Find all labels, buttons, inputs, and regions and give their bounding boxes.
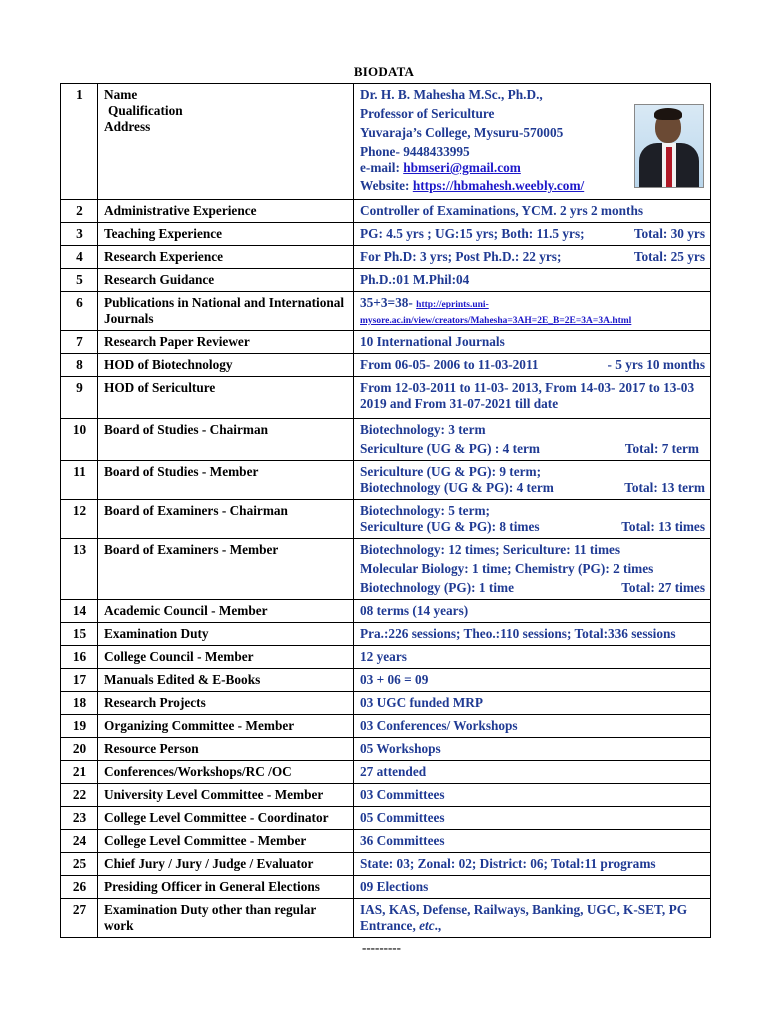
row-label: Examination Duty	[98, 623, 354, 646]
value-line: Biotechnology: 3 term	[360, 422, 486, 437]
designation: Professor of Sericulture	[360, 106, 495, 121]
row-number: 17	[61, 669, 98, 692]
row-number: 5	[61, 269, 98, 292]
row-value	[354, 539, 711, 600]
row-value	[354, 246, 711, 269]
row-number: 20	[61, 738, 98, 761]
table-row	[61, 784, 711, 807]
value-left: Sericulture (UG & PG) : 4 term	[360, 441, 540, 456]
table-row	[61, 354, 711, 377]
table-row	[61, 738, 711, 761]
row-value: Controller of Examinations, YCM. 2 yrs 2 months	[354, 200, 711, 223]
row-value: 10 International Journals	[354, 331, 711, 354]
row-label	[98, 84, 354, 200]
row-number: 15	[61, 623, 98, 646]
row-label: Organizing Committee - Member	[98, 715, 354, 738]
table-row	[61, 600, 711, 623]
row-value: 12 years	[354, 646, 711, 669]
row-number: 6	[61, 292, 98, 331]
row-label: College Council - Member	[98, 646, 354, 669]
table-row	[61, 692, 711, 715]
email-label: e-mail:	[360, 160, 404, 175]
value-line: Sericulture (UG & PG): 9 term;	[360, 464, 542, 479]
table-row	[61, 331, 711, 354]
value-left: From 06-05- 2006 to 11-03-2011	[360, 357, 539, 372]
biodata-table	[60, 83, 711, 938]
row-number: 19	[61, 715, 98, 738]
row-value: 03 Committees	[354, 784, 711, 807]
value-prefix: 35+3=38-	[360, 295, 417, 310]
table-row	[61, 899, 711, 938]
person-name: Dr. H. B. Mahesha M.Sc., Ph.D.,	[360, 87, 543, 102]
row-label: Research Paper Reviewer	[98, 331, 354, 354]
row-number: 24	[61, 830, 98, 853]
row-value: State: 03; Zonal: 02; District: 06; Total:11 programs	[354, 853, 711, 876]
row-label: Conferences/Workshops/RC /OC	[98, 761, 354, 784]
table-row	[61, 623, 711, 646]
value-total: Total: 30 yrs	[633, 226, 705, 241]
value-line: Biotechnology: 5 term;	[360, 503, 490, 518]
row-label: Research Guidance	[98, 269, 354, 292]
row-value: 03 UGC funded MRP	[354, 692, 711, 715]
table-row	[61, 830, 711, 853]
row-value	[354, 223, 711, 246]
table-row	[61, 84, 711, 200]
row-number: 26	[61, 876, 98, 899]
value-left: For Ph.D: 3 yrs; Post Ph.D.: 22 yrs;	[360, 249, 562, 264]
row-label: Research Projects	[98, 692, 354, 715]
row-label: College Level Committee - Coordinator	[98, 807, 354, 830]
row-label: Teaching Experience	[98, 223, 354, 246]
row-label: Chief Jury / Jury / Judge / Evaluator	[98, 853, 354, 876]
row-label: Board of Studies - Chairman	[98, 419, 354, 461]
row-number: 2	[61, 200, 98, 223]
row-label: Examination Duty other than regular work	[98, 899, 354, 938]
value-total: - 5 yrs 10 months	[607, 357, 705, 372]
row-label: University Level Committee - Member	[98, 784, 354, 807]
value-total: Total: 13 term	[624, 480, 705, 495]
contact-details	[354, 84, 711, 200]
value-left: Biotechnology (PG): 1 time	[360, 580, 514, 595]
table-row	[61, 669, 711, 692]
row-value: From 12-03-2011 to 11-03- 2013, From 14-03- 2017 to 13-03 2019 and From 31-07-2021 till date	[354, 377, 711, 419]
table-row	[61, 876, 711, 899]
table-row	[61, 539, 711, 600]
row-label: HOD of Sericulture	[98, 377, 354, 419]
row-label: Presiding Officer in General Elections	[98, 876, 354, 899]
row-label: Academic Council - Member	[98, 600, 354, 623]
row-value: 36 Committees	[354, 830, 711, 853]
qualification-label: Qualification	[108, 103, 183, 118]
table-row	[61, 500, 711, 539]
table-row	[61, 461, 711, 500]
website-label: Website:	[360, 178, 413, 193]
value-total: Total: 7 term	[624, 441, 699, 456]
row-number: 4	[61, 246, 98, 269]
row-value: Pra.:226 sessions; Theo.:110 sessions; Total:336 sessions	[354, 623, 711, 646]
table-row	[61, 853, 711, 876]
row-number: 1	[61, 84, 98, 200]
row-value: 05 Workshops	[354, 738, 711, 761]
table-row	[61, 269, 711, 292]
row-label: Manuals Edited & E-Books	[98, 669, 354, 692]
table-row	[61, 200, 711, 223]
value-total: Total: 25 yrs	[633, 249, 705, 264]
row-value: 09 Elections	[354, 876, 711, 899]
row-number: 3	[61, 223, 98, 246]
table-row	[61, 761, 711, 784]
row-value: 08 terms (14 years)	[354, 600, 711, 623]
phone: Phone- 9448433995	[360, 144, 470, 159]
value-suffix: .,	[434, 918, 442, 933]
email-link[interactable]: hbmseri@gmail.com	[403, 160, 521, 175]
table-row	[61, 292, 711, 331]
row-number: 18	[61, 692, 98, 715]
row-label: Resource Person	[98, 738, 354, 761]
profile-photo	[634, 104, 704, 188]
footer-divider: ---------	[362, 940, 401, 955]
value-line: Molecular Biology: 1 time; Chemistry (PG): 2 times	[360, 561, 654, 576]
row-value	[354, 354, 711, 377]
row-label: Board of Examiners - Member	[98, 539, 354, 600]
name-label: Name	[104, 87, 138, 102]
address-label: Address	[104, 119, 151, 134]
row-number: 9	[61, 377, 98, 419]
row-number: 10	[61, 419, 98, 461]
table-row	[61, 419, 711, 461]
value-total: Total: 13 times	[621, 519, 705, 534]
row-value	[354, 461, 711, 500]
row-number: 22	[61, 784, 98, 807]
row-label: Administrative Experience	[98, 200, 354, 223]
table-row	[61, 807, 711, 830]
row-value: 27 attended	[354, 761, 711, 784]
value-line: Biotechnology: 12 times; Sericulture: 11 times	[360, 542, 621, 557]
value-left: Biotechnology (UG & PG): 4 term	[360, 480, 554, 495]
row-value	[354, 500, 711, 539]
row-number: 25	[61, 853, 98, 876]
row-value	[354, 899, 711, 938]
row-label: Publications in National and International Journals	[98, 292, 354, 331]
value-text: IAS, KAS, Defense, Railways, Banking, UGC, K-SET, PG Entrance,	[360, 902, 688, 933]
table-row	[61, 646, 711, 669]
row-number: 8	[61, 354, 98, 377]
website-link[interactable]: https://hbmahesh.weebly.com/	[412, 178, 585, 193]
row-number: 11	[61, 461, 98, 500]
row-label: College Level Committee - Member	[98, 830, 354, 853]
page-title: BIODATA	[353, 64, 415, 79]
row-value: Ph.D.:01 M.Phil:04	[354, 269, 711, 292]
row-number: 21	[61, 761, 98, 784]
table-row	[61, 715, 711, 738]
row-value	[354, 419, 711, 461]
row-number: 7	[61, 331, 98, 354]
row-number: 13	[61, 539, 98, 600]
row-value: 05 Committees	[354, 807, 711, 830]
table-row	[61, 223, 711, 246]
row-number: 27	[61, 899, 98, 938]
value-italic: etc	[419, 918, 435, 933]
row-number: 23	[61, 807, 98, 830]
row-number: 12	[61, 500, 98, 539]
row-label: Board of Studies - Member	[98, 461, 354, 500]
value-left: Sericulture (UG & PG): 8 times	[360, 519, 540, 534]
row-value: 03 + 06 = 09	[354, 669, 711, 692]
row-value: 03 Conferences/ Workshops	[354, 715, 711, 738]
table-row	[61, 246, 711, 269]
row-number: 14	[61, 600, 98, 623]
value-left: PG: 4.5 yrs ; UG:15 yrs; Both: 11.5 yrs;	[360, 226, 585, 241]
publications-link[interactable]: http://eprints.uni-mysore.ac.in/view/creators/Mahesha=3AH=2E_B=2E=3A=3A.html	[360, 300, 632, 326]
address: Yuvaraja’s College, Mysuru-570005	[360, 125, 564, 140]
row-value	[354, 292, 711, 331]
row-number: 16	[61, 646, 98, 669]
row-label: HOD of Biotechnology	[98, 354, 354, 377]
table-row	[61, 377, 711, 419]
value-total: Total: 27 times	[621, 580, 705, 595]
row-label: Board of Examiners - Chairman	[98, 500, 354, 539]
row-label: Research Experience	[98, 246, 354, 269]
